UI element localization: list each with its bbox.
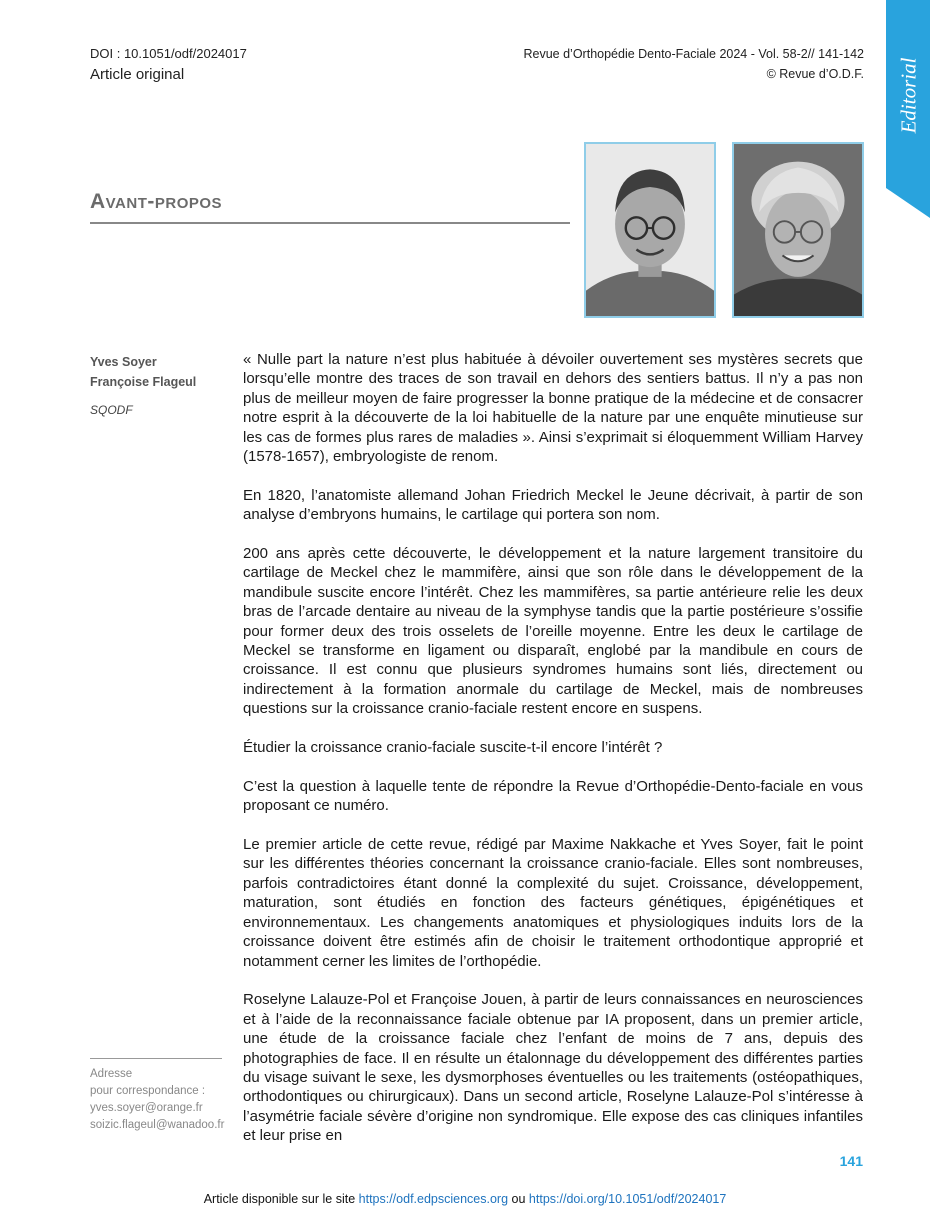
footer-link-doi[interactable]: https://doi.org/10.1051/odf/2024017 [528,1192,727,1206]
paragraph: C’est la question à laquelle tente de répondre la Revue d’Orthopédie-Dento-faciale en vous proposant ce numéro. [243,777,863,815]
page-title: Avant-propos [90,190,223,213]
article-type: Article original [90,66,185,83]
author-name: Yves Soyer [90,355,157,369]
author-list [90,352,196,392]
paragraph: Étudier la croissance cranio-faciale suscite-t-il encore l’intérêt ? [243,739,663,757]
title-underline [90,222,570,224]
author-photo-yves-soyer [584,142,716,318]
correspondence-email[interactable]: yves.soyer@orange.fr [90,1102,203,1114]
correspondence-label: pour correspondance : [90,1085,206,1097]
correspondence-divider [90,1058,222,1059]
paragraph: Le premier article de cette revue, rédigé par Maxime Nakkache et Yves Soyer, fait le point sur les différentes théories concernant la croissance cranio-faciale. Elles sont nombreuses, parfois contradictoires étant donné la complexité du sujet. Croissance, développement, maturation, sont étudiés en fonction des facteurs génétiques, épigénétiques et environnementaux. Les changements anatomiques et physiologiques induits lors de la croissance doivent être estimés afin de choisir le traitement orthodontique approprié et notamment cerner les limites de l’orthopédie. [243,836,863,970]
page-number: 141 [839,1153,863,1169]
paragraph: 200 ans après cette découverte, le développement et la nature largement transitoire du cartilage de Meckel chez le mammifère, ainsi que son rôle dans le développement de la mandibule suscite encore l’intérêt. Chez les mammifères, sa partie antérieure relie les deux bras de l’arcade dentaire au niveau de la symphyse tandis que la partie postérieure s’ossifie pour former deux des trois osselets de l’oreille moyenne. Entre les deux le cartilage de Meckel se transforme en ligament ou disparaît, englobé par la mandibule en cours de croissance. Il est connu que plusieurs syndromes humains sont liés, directement ou indirectement à la formation anormale du cartilage de Meckel, mais de nombreuses questions sur la croissance cranio-faciale restent encore en suspens. [243,545,863,718]
correspondence-address [90,1066,224,1134]
footer-link-site[interactable]: https://odf.edpsciences.org [358,1192,509,1206]
paragraph: « Nulle part la nature n’est plus habituée à dévoiler ouvertement ses mystères secrets que lorsqu’elle montre des traces de son travail en dehors des sentiers battus. Il n’y a pas non plus de meilleur moyen de faire progresser la bonne pratique de la médecine et de consacrer notre esprit à la découverte de la loi habituelle de la nature par une enquête minutieuse sur les cas de formes plus rares de maladies ». Ainsi s’exprimait si éloquemment William Harvey (1578-1657), embryologiste de renom. [243,351,863,466]
author-photo-francoise-flageul [732,142,864,318]
journal-citation: Revue d’Orthopédie Dento-Faciale 2024 - Vol. 58-2// 141-142 [523,47,864,61]
footer-text: Article disponible sur le site [203,1192,356,1206]
correspondence-email[interactable]: soizic.flageul@wanadoo.fr [90,1119,225,1131]
footer [0,1192,930,1206]
footer-text: ou [511,1192,526,1206]
affiliation: SQODF [90,403,133,417]
copyright: © Revue d’O.D.F. [766,67,864,81]
correspondence-label: Adresse [90,1068,133,1080]
article-body [243,350,863,1146]
doi: DOI : 10.1051/odf/2024017 [90,46,247,61]
editorial-tab-label: Editorial [896,57,921,133]
paragraph: En 1820, l’anatomiste allemand Johan Friedrich Meckel le Jeune décrivait, à partir de son analyse d’embryons humains, le cartilage qui portera son nom. [243,486,863,524]
paragraph: Roselyne Lalauze-Pol et Françoise Jouen, à partir de leurs connaissances en neurosciences et à l’aide de la reconnaissance faciale obtenue par IA proposent, dans un premier article, une étude de la croissance faciale chez l’enfant de moins de 7 ans, depuis des photographies de face. Il en résulte un étalonnage du développement des différentes parties du visage suivant le sexe, les dysmorphoses éventuelles ou les traitements (ostéopathiques, orthodontiques ou chirurgicaux). Dans un second article, Roselyne Lalauze-Pol s’intéresse à l’asymétrie faciale sévère d’origine non syndromique. Elle expose des cas cliniques infantiles et leur prise en [243,991,863,1145]
author-name: Françoise Flageul [90,375,197,389]
